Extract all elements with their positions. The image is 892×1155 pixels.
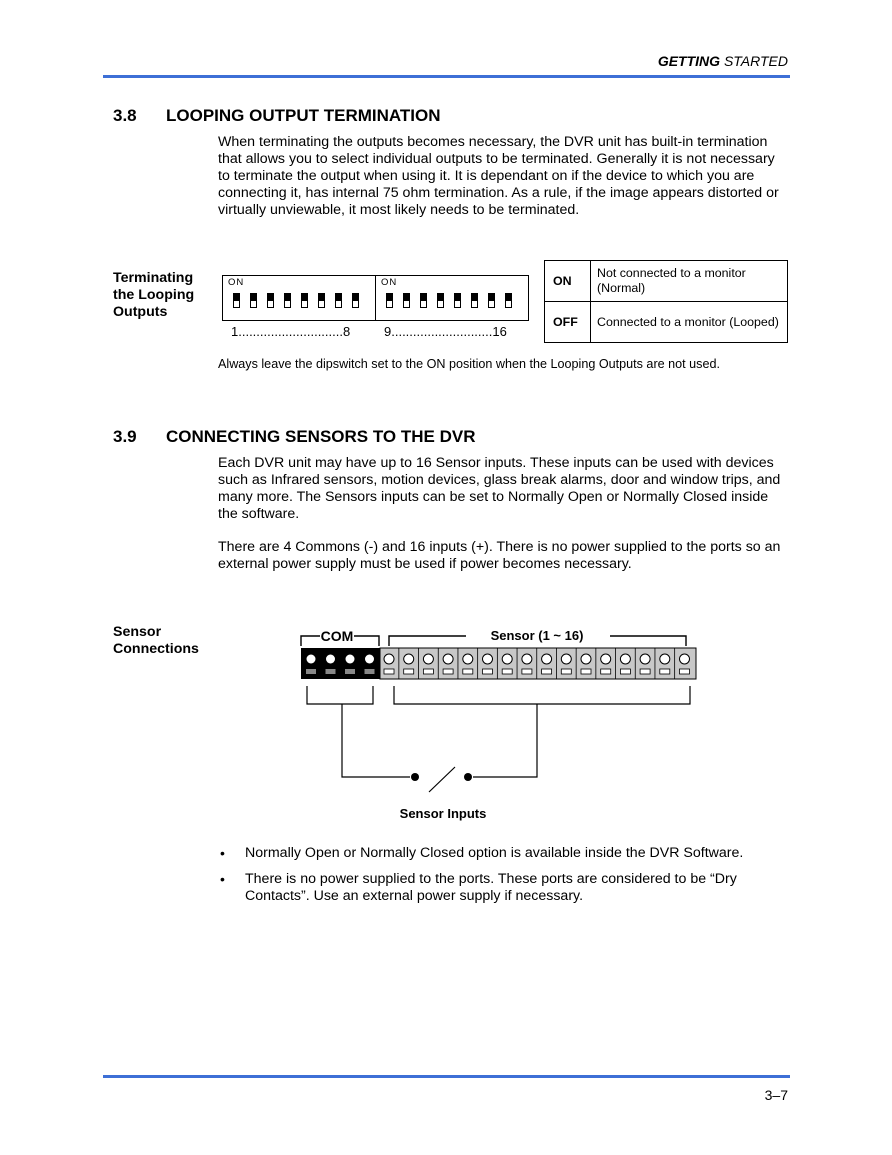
section-title: CONNECTING SENSORS TO THE DVR [166, 427, 476, 446]
com-pin-slot [326, 669, 336, 674]
dip-switch [386, 293, 393, 308]
sensor-pin [620, 654, 630, 664]
footer-rule [103, 1075, 790, 1078]
sensor-pin [680, 654, 690, 664]
bullet-item: There is no power supplied to the ports. These ports are considered to be “Dry Contacts”. Use an external power supply if necessary. [245, 871, 737, 904]
sensor-pin [542, 654, 552, 664]
dip-switch [488, 293, 495, 308]
bullet-marker: • [220, 871, 225, 887]
legend-key: ON [545, 261, 591, 302]
dip-switch [335, 293, 342, 308]
legend-value: Connected to a monitor (Looped) [591, 302, 788, 343]
switch-lever [429, 767, 455, 792]
sensor-pin-slot [463, 669, 473, 674]
sensor-pin-slot [601, 669, 611, 674]
sensor-pin [423, 654, 433, 664]
sensor-pin-slot [404, 669, 414, 674]
page-number: 3–7 [764, 1087, 788, 1103]
dip-switch [454, 293, 461, 308]
dip-switch [267, 293, 274, 308]
side-label-sensor: Sensor Connections [113, 624, 199, 657]
dip-switch [403, 293, 410, 308]
side-label-terminating: Terminating the Looping Outputs [113, 270, 195, 320]
dip-switch [318, 293, 325, 308]
section-body: When terminating the outputs becomes necessary, the DVR unit has built-in termination that allows you to select individual outputs to be terminated. Generally it is not necessary to terminate the output when using it. It is dependant on if the device to which you are connecting it, has internal 75 ohm termination. As a rule, if the image appears distorted or virtually unviewable, it most likely needs to be terminated. [218, 134, 779, 218]
dip-switch [301, 293, 308, 308]
sensor-pin [483, 654, 493, 664]
com-pin [326, 655, 335, 664]
dip-switch-block-9-16 [375, 275, 529, 321]
dip-switch [471, 293, 478, 308]
com-pin [307, 655, 316, 664]
dip-legend-table [544, 260, 788, 343]
section-number: 3.9 [113, 427, 137, 446]
legend-value: Not connected to a monitor (Normal) [591, 261, 788, 302]
section-title: LOOPING OUTPUT TERMINATION [166, 106, 441, 125]
sensor-pin-slot [620, 669, 630, 674]
sensor-pin-slot [680, 669, 690, 674]
dip-switch [250, 293, 257, 308]
sensor-pin [660, 654, 670, 664]
sensor-connection-diagram [290, 620, 710, 830]
switch-contact [464, 773, 472, 781]
dip-range-right: 9............................16 [384, 324, 507, 339]
legend-key: OFF [545, 302, 591, 343]
com-terminal-block [301, 648, 380, 679]
sensor-pin [601, 654, 611, 664]
sensor-pin-slot [502, 669, 512, 674]
legend-row-off [545, 302, 788, 343]
dip-switch [505, 293, 512, 308]
sensor-pin [581, 654, 591, 664]
com-pin [365, 655, 374, 664]
sensor-pin-slot [483, 669, 493, 674]
header-rule [103, 75, 790, 78]
sensor-pin-slot [443, 669, 453, 674]
bullet-item: Normally Open or Normally Closed option is available inside the DVR Software. [245, 845, 744, 861]
running-header: GETTING STARTED [657, 53, 788, 69]
dip-switch [420, 293, 427, 308]
dipswitch-note: Always leave the dipswitch set to the ON position when the Looping Outputs are not used. [218, 357, 720, 371]
sensor-range-label: Sensor (1 ~ 16) [490, 628, 584, 643]
sensor-pin-slot [660, 669, 670, 674]
section-number: 3.8 [113, 106, 137, 125]
section-body-2: There are 4 Commons (-) and 16 inputs (+). There is no power supplied to the ports so an external power supply must be used if power becomes necessary. [218, 539, 781, 572]
com-pin [346, 655, 355, 664]
dip-switch [284, 293, 291, 308]
sensor-pin [502, 654, 512, 664]
sensor-pin-slot [581, 669, 591, 674]
legend-row-on [545, 261, 788, 302]
sensor-pin-slot [384, 669, 394, 674]
switch-contact [411, 773, 419, 781]
dip-range-left: 1.............................8 [231, 324, 351, 339]
com-pin-slot [345, 669, 355, 674]
bullet-marker: • [220, 845, 225, 861]
com-label: COM [320, 628, 354, 644]
sensor-pin [384, 654, 394, 664]
dip-on-label: ON [381, 277, 398, 288]
sensor-pin-slot [423, 669, 433, 674]
section-body-1: Each DVR unit may have up to 16 Sensor inputs. These inputs can be used with devices such as Infrared sensors, motion devices, glass break alarms, door and window trips, and many more. The Sensors inputs can be set to Normally Open or Normally Closed inside the software. [218, 455, 781, 522]
sensor-inputs-label: Sensor Inputs [399, 806, 487, 821]
sensor-pin [640, 654, 650, 664]
sensor-pin [561, 654, 571, 664]
sensor-pin [463, 654, 473, 664]
sensor-pin [522, 654, 532, 664]
dip-switch [437, 293, 444, 308]
dip-on-label: ON [228, 277, 245, 288]
sensor-pin-slot [561, 669, 571, 674]
sensor-pin-slot [542, 669, 552, 674]
sensor-pin [443, 654, 453, 664]
dip-switch [233, 293, 240, 308]
dip-switch-block-1-8 [222, 275, 376, 321]
com-pin-slot [365, 669, 375, 674]
dip-switch [352, 293, 359, 308]
com-pin-slot [306, 669, 316, 674]
sensor-pin-slot [640, 669, 650, 674]
sensor-pin-slot [522, 669, 532, 674]
sensor-pin [404, 654, 414, 664]
